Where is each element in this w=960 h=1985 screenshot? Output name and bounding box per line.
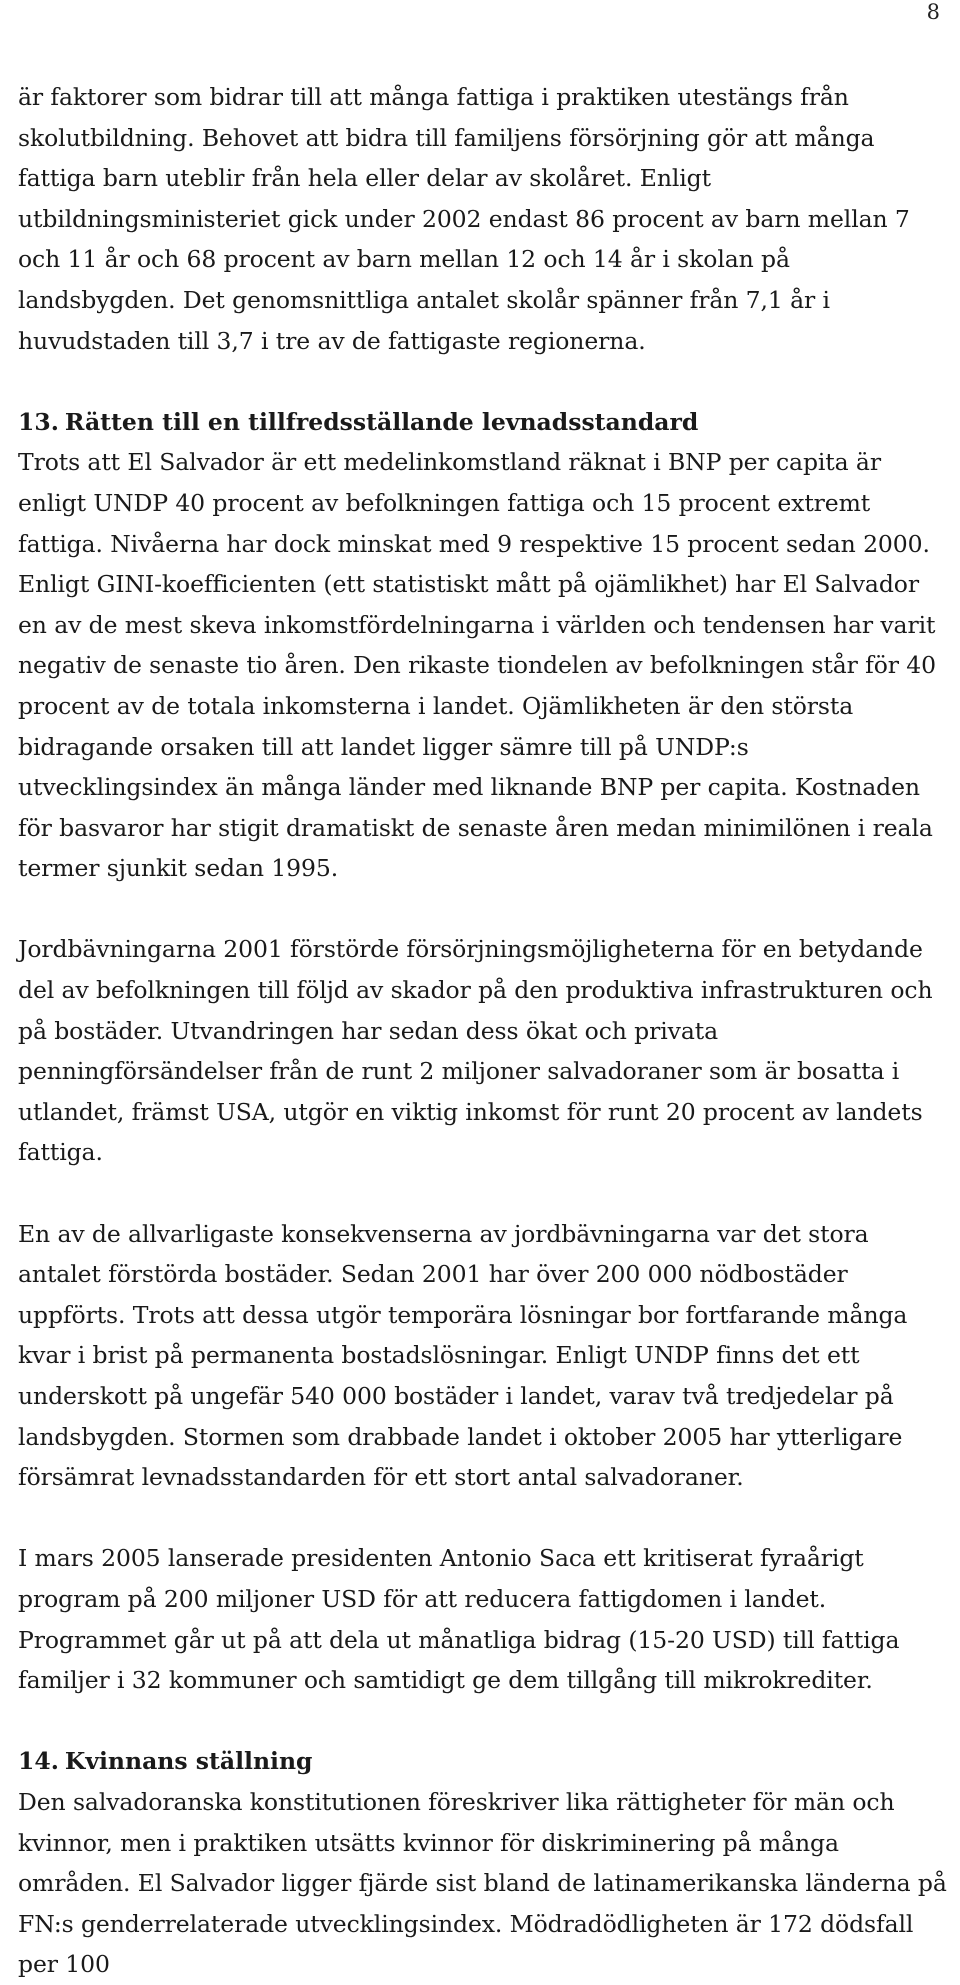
paragraph-gap xyxy=(18,889,948,930)
section-14-title: Kvinnans ställning xyxy=(64,1747,313,1776)
section-13-paragraph: En av de allvarligaste konsekvenserna av jordbävningarna var det stora antalet förstörda bostäder. Sedan 2001 har över 200 000 nödbostäder uppförts. Trots att dessa utgör temporära lösningar bor fortfarande många kvar i brist på permanenta bostadslösningar. Enligt UNDP finns det ett underskott på ungefär 540 000 bostäder i landet, varav två tredjedelar på landsbygden. Stormen som drabbade landet i oktober 2005 har ytterligare försämrat levnadsstandarden för ett stort antal salvadoraner. xyxy=(18,1219,908,1492)
section-13-number: 13. xyxy=(18,407,59,436)
section-13-paragraph: Trots att El Salvador är ett medelinkomstland räknat i BNP per capita är enligt UNDP 40 procent av befolkningen fattiga och 15 procent extremt fattiga. Nivåerna har dock minskat med 9 respektive 15 procent sedan 2000. Enligt GINI-koefficienten (ett statistiskt mått på ojämlikhet) har El Salvador en av de mest skeva inkomstfördelningarna i världen och tendensen har varit negativ de senaste tio åren. Den rikaste tiondelen av befolkningen står för 40 procent av de totala inkomsterna i landet. Ojämlikheten är den största bidragande orsaken till att landet ligger sämre till på UNDP:s utvecklingsindex än många länder med liknande BNP per capita. Kostnaden för basvaror har stigit dramatiskt de senaste åren medan minimilönen i reala termer sjunkit sedan 1995. xyxy=(18,448,936,883)
paragraph-gap xyxy=(18,1498,948,1539)
page-number: 8 xyxy=(926,0,940,24)
section-14-heading xyxy=(18,1741,948,1782)
section-13-paragraph: I mars 2005 lanserade presidenten Antonio Saca ett kritiserat fyraårigt program på 200 miljoner USD för att reducera fattigdomen i landet. Programmet går ut på att dela ut månatliga bidrag (15-20 USD) till fattiga familjer i 32 kommuner och samtidigt ge dem tillgång till mikrokrediter. xyxy=(18,1544,900,1695)
paragraph-gap xyxy=(18,1173,948,1214)
intro-paragraph: är faktorer som bidrar till att många fattiga i praktiken utestängs från skolutbildning. Behovet att bidra till familjens försörjning gör att många fattiga barn uteblir från hela eller delar av skolåret. Enligt utbildningsministeriet gick under 2002 endast 86 procent av barn mellan 7 och 11 år och 68 procent av barn mellan 12 och 14 år i skolan på landsbygden. Det genomsnittliga antalet skolår spänner från 7,1 år i huvudstaden till 3,7 i tre av de fattigaste regionerna. xyxy=(18,83,910,355)
section-13-paragraph: Jordbävningarna 2001 förstörde försörjningsmöjligheterna för en betydande del av befolkningen till följd av skador på den produktiva infrastrukturen och på bostäder. Utvandringen har sedan dess ökat och privata penningförsändelser från de runt 2 miljoner salvadoraner som är bosatta i utlandet, främst USA, utgör en viktig inkomst för runt 20 procent av landets fattiga. xyxy=(18,935,933,1167)
section-14-paragraph: Den salvadoranska konstitutionen föreskriver lika rättigheter för män och kvinnor, men i praktiken utsätts kvinnor för diskriminering på många områden. El Salvador ligger fjärde sist bland de latinamerikanska länderna på FN:s genderrelaterade utvecklingsindex. Mödradödligheten är 172 dödsfall per 100 xyxy=(18,1787,947,1979)
paragraph-gap xyxy=(18,361,948,402)
section-13-heading xyxy=(18,402,948,443)
document-body xyxy=(18,77,948,1985)
section-13-title: Rätten till en tillfredsställande levnadsstandard xyxy=(64,407,699,436)
paragraph-gap xyxy=(18,1701,948,1742)
section-14-number: 14. xyxy=(18,1747,59,1776)
